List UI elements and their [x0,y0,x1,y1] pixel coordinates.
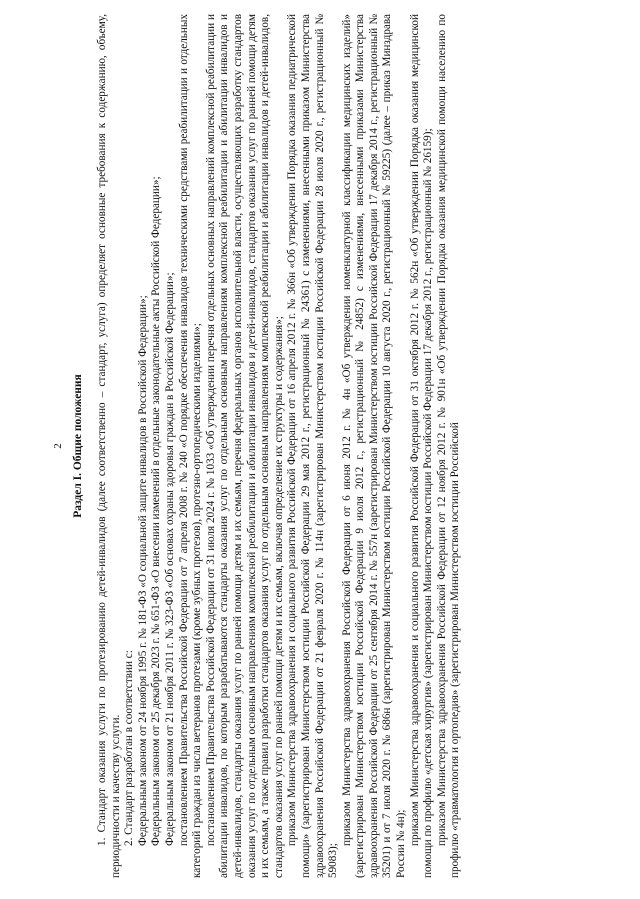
paragraph-law-181: Федеральным законом от 24 ноября 1995 г. № 181-ФЗ «О социальной защите инвалидов в Российской Федерации»; [136,295,149,846]
section-title: Раздел I. Общие положения [72,374,84,518]
page-number: 2 [52,443,64,449]
paragraph-order-562n: приказом Министерства здравоохранения и социального развития Российской Федерации от 31 октября 2012 г. № 562н «Об утверждении Порядка оказания медицинской помощи по профилю «детская хирургия» (зарегистрирован Министерством юстиции Российской Федерации 17 декабря 2012 г., регистрационный № 26159); [408,14,435,878]
rotated-page-content [50,6,610,886]
paragraph-2: 2. Стандарт разработан в соответствии с: [123,650,136,846]
paragraph-order-4n: приказом Министерства здравоохранения Российской Федерации от 6 июня 2012 г. № 4н «Об утверждении номенклатурной классификации медицинских изделий» (зарегистрирован Министерством юстиции Российской Федерации 9 июля 2012 г., регистрационный № 24852) с изменениями, внесенными приказами Министерства здравоохранения Российской Федерации от 25 сентября 2014 г. № 557н (зарегистрирован Министерством юстиции Российской Федерации 17 декабря 2014 г., регистрационный № 35201) и от 7 июля 2020 г. № 686н (зарегистрирован Министерством юстиции Российской Федерации 10 августа 2020 г., регистрационный № 59225) (далее – приказ Минздрава России № 4н); [340,14,408,878]
paragraph-law-323: Федеральным законом от 21 ноября 2011 г. № 323-ФЗ «Об основах охраны здоровья граждан в Российской Федерации»; [163,272,176,846]
paragraph-decree-1033: постановлением Правительства Российской Федерации от 31 июля 2024 г. № 1033 «Об утверждении перечня отдельных основных направлений комплексной реабилитации и абилитации инвалидов, по которым разрабатываются стандарты оказания услуг по отдельным основным направлениям комплексной реабилитации и абилитации инвалидов и детей-инвалидов, стандарты оказания услуг по ранней помощи детям и их семьям, перечня федеральных органов исполнительной власти, осуществляющих разработку стандартов оказания услуг по отдельным основным направлениям комплексной реабилитации и абилитации инвалидов и детей-инвалидов, стандартов оказания услуг по ранней помощи детям и их семьям, а также правил разработки стандартов оказания услуг по отдельным основным направлениям комплексной реабилитации и абилитации инвалидов и детей-инвалидов, стандартов оказания услуг по ранней помощи детям и их семьям, включая определение их структуры и содержания»; [204,14,285,878]
paragraph-decree-240: постановлением Правительства Российской Федерации от 7 апреля 2008 г. № 240 «О порядке обеспечения инвалидов техническими средствами реабилитации и отдельных категорий граждан из числа ветеранов протезами (кроме зубных протезов), протезно-ортопедическими изделиями»; [177,14,204,878]
document-body [96,14,610,878]
paragraph-order-366n: приказом Министерства здравоохранения и социального развития Российской Федерации от 16 апреля 2012 г. № 366н «Об утверждении Порядка оказания педиатрической помощи» (зарегистрирован Министерством юстиции Российской Федерации 29 мая 2012 г., регистрационный № 24361) с изменениями, внесенными приказом Министерства здравоохранения Российской Федерации от 21 февраля 2020 г. № 114н (зарегистрирован Министерством юстиции Российской Федерации 28 июля 2020 г., регистрационный № 59083); [286,14,340,878]
paragraph-law-651: Федеральным законом от 25 декабря 2023 г. № 651-ФЗ «О внесении изменений в отдельные законодательные акты Российской Федерации»; [150,176,163,846]
paragraph-1: 1. Стандарт оказания услуги по протезированию детей-инвалидов (далее соответственно – стандарт, услуга) определяет основные требования к содержанию, объему, периодичности и качеству услуги. [96,14,122,878]
paragraph-order-901n: приказом Министерства здравоохранения Российской Федерации от 12 ноября 2012 г. № 901н «Об утверждении Порядка оказания медицинской помощи населению по профилю «травматология и ортопедия» (зарегистрирован Министерством юстиции Российской [435,14,462,878]
